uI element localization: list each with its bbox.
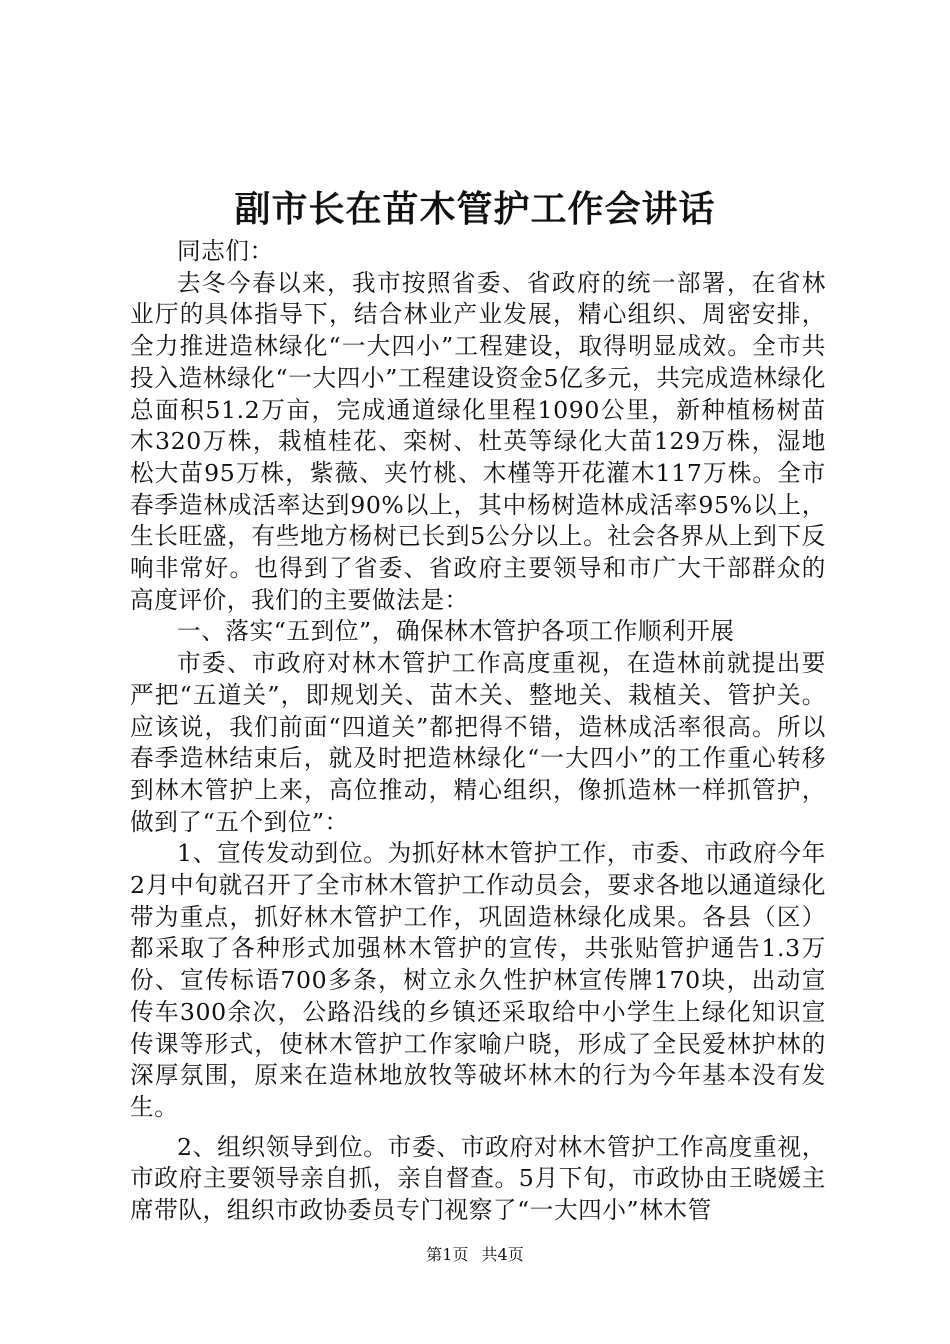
section-heading: 一、落实“五到位”，确保林木管护各项工作顺利开展 xyxy=(177,617,735,646)
body-paragraph: 市委、市政府对林木管护工作高度重视，在造林前就提出要严把“五道关”，即规划关、苗木关、整地关、栽植关、管护关。应该说，我们前面“四道关”都把得不错，造林成活率很高。所以春季造林结束后，就及时把造林绿化“一大四小”的工作重心转移到林木管护上来，高位推动，精心组织，像抓造林一样抓管护，做到了“五个到位”： xyxy=(130,649,826,836)
page-number: 第1页 xyxy=(426,1245,469,1264)
body-paragraph: 去冬今春以来，我市按照省委、省政府的统一部署，在省林业厅的具体指导下，结合林业产业发展，精心组织、周密安排，全力推进造林绿化“一大四小”工程建设，取得明显成效。全市共投入造林绿化“一大四小”工程建设资金5亿多元，共完成造林绿化总面积51.2万亩，完成通道绿化里程1090公里，新种植杨树苗木320万株，栽植桂花、栾树、杜英等绿化大苗129万株，湿地松大苗95万株，紫薇、夹竹桃、木槿等开花灌木117万株。全市春季造林成活率达到90%以上，其中杨树造林成活率95%以上，生长旺盛，有些地方杨树已长到5公分以上。社会各界从上到下反响非常好。也得到了省委、省政府主要领导和市广大干部群众的高度评价，我们的主要做法是： xyxy=(130,268,826,614)
body-paragraph: 1、宣传发动到位。为抓好林木管护工作，市委、市政府今年2月中旬就召开了全市林木管护工作动员会，要求各地以通道绿化带为重点，抓好林木管护工作，巩固造林绿化成果。各县（区）都采取了各种形式加强林木管护的宣传，共张贴管护通告1.3万份、宣传标语700多条，树立永久性护林宣传牌170块，出动宣传车300余次，公路沿线的乡镇还采取给中小学生上绿化知识宣传课等形式，使林木管护工作家喻户晓，形成了全民爱林护林的深厚氛围，原来在造林地放牧等破坏林木的行为今年基本没有发生。 xyxy=(130,839,826,1121)
salutation-paragraph: 同志们： xyxy=(177,237,274,265)
body-paragraph: 2、组织领导到位。市委、市政府对林木管护工作高度重视，市政府主要领导亲自抓，亲自督查。5月下旬，市政协由王晓媛主席带队，组织市政协委员专门视察了“一大四小”林木管 xyxy=(130,1132,826,1225)
page-total: 共4页 xyxy=(481,1245,524,1264)
page-footer xyxy=(0,1244,950,1266)
document-title: 副市长在苗木管护工作会讲话 xyxy=(234,188,716,230)
document-body xyxy=(130,236,826,1227)
